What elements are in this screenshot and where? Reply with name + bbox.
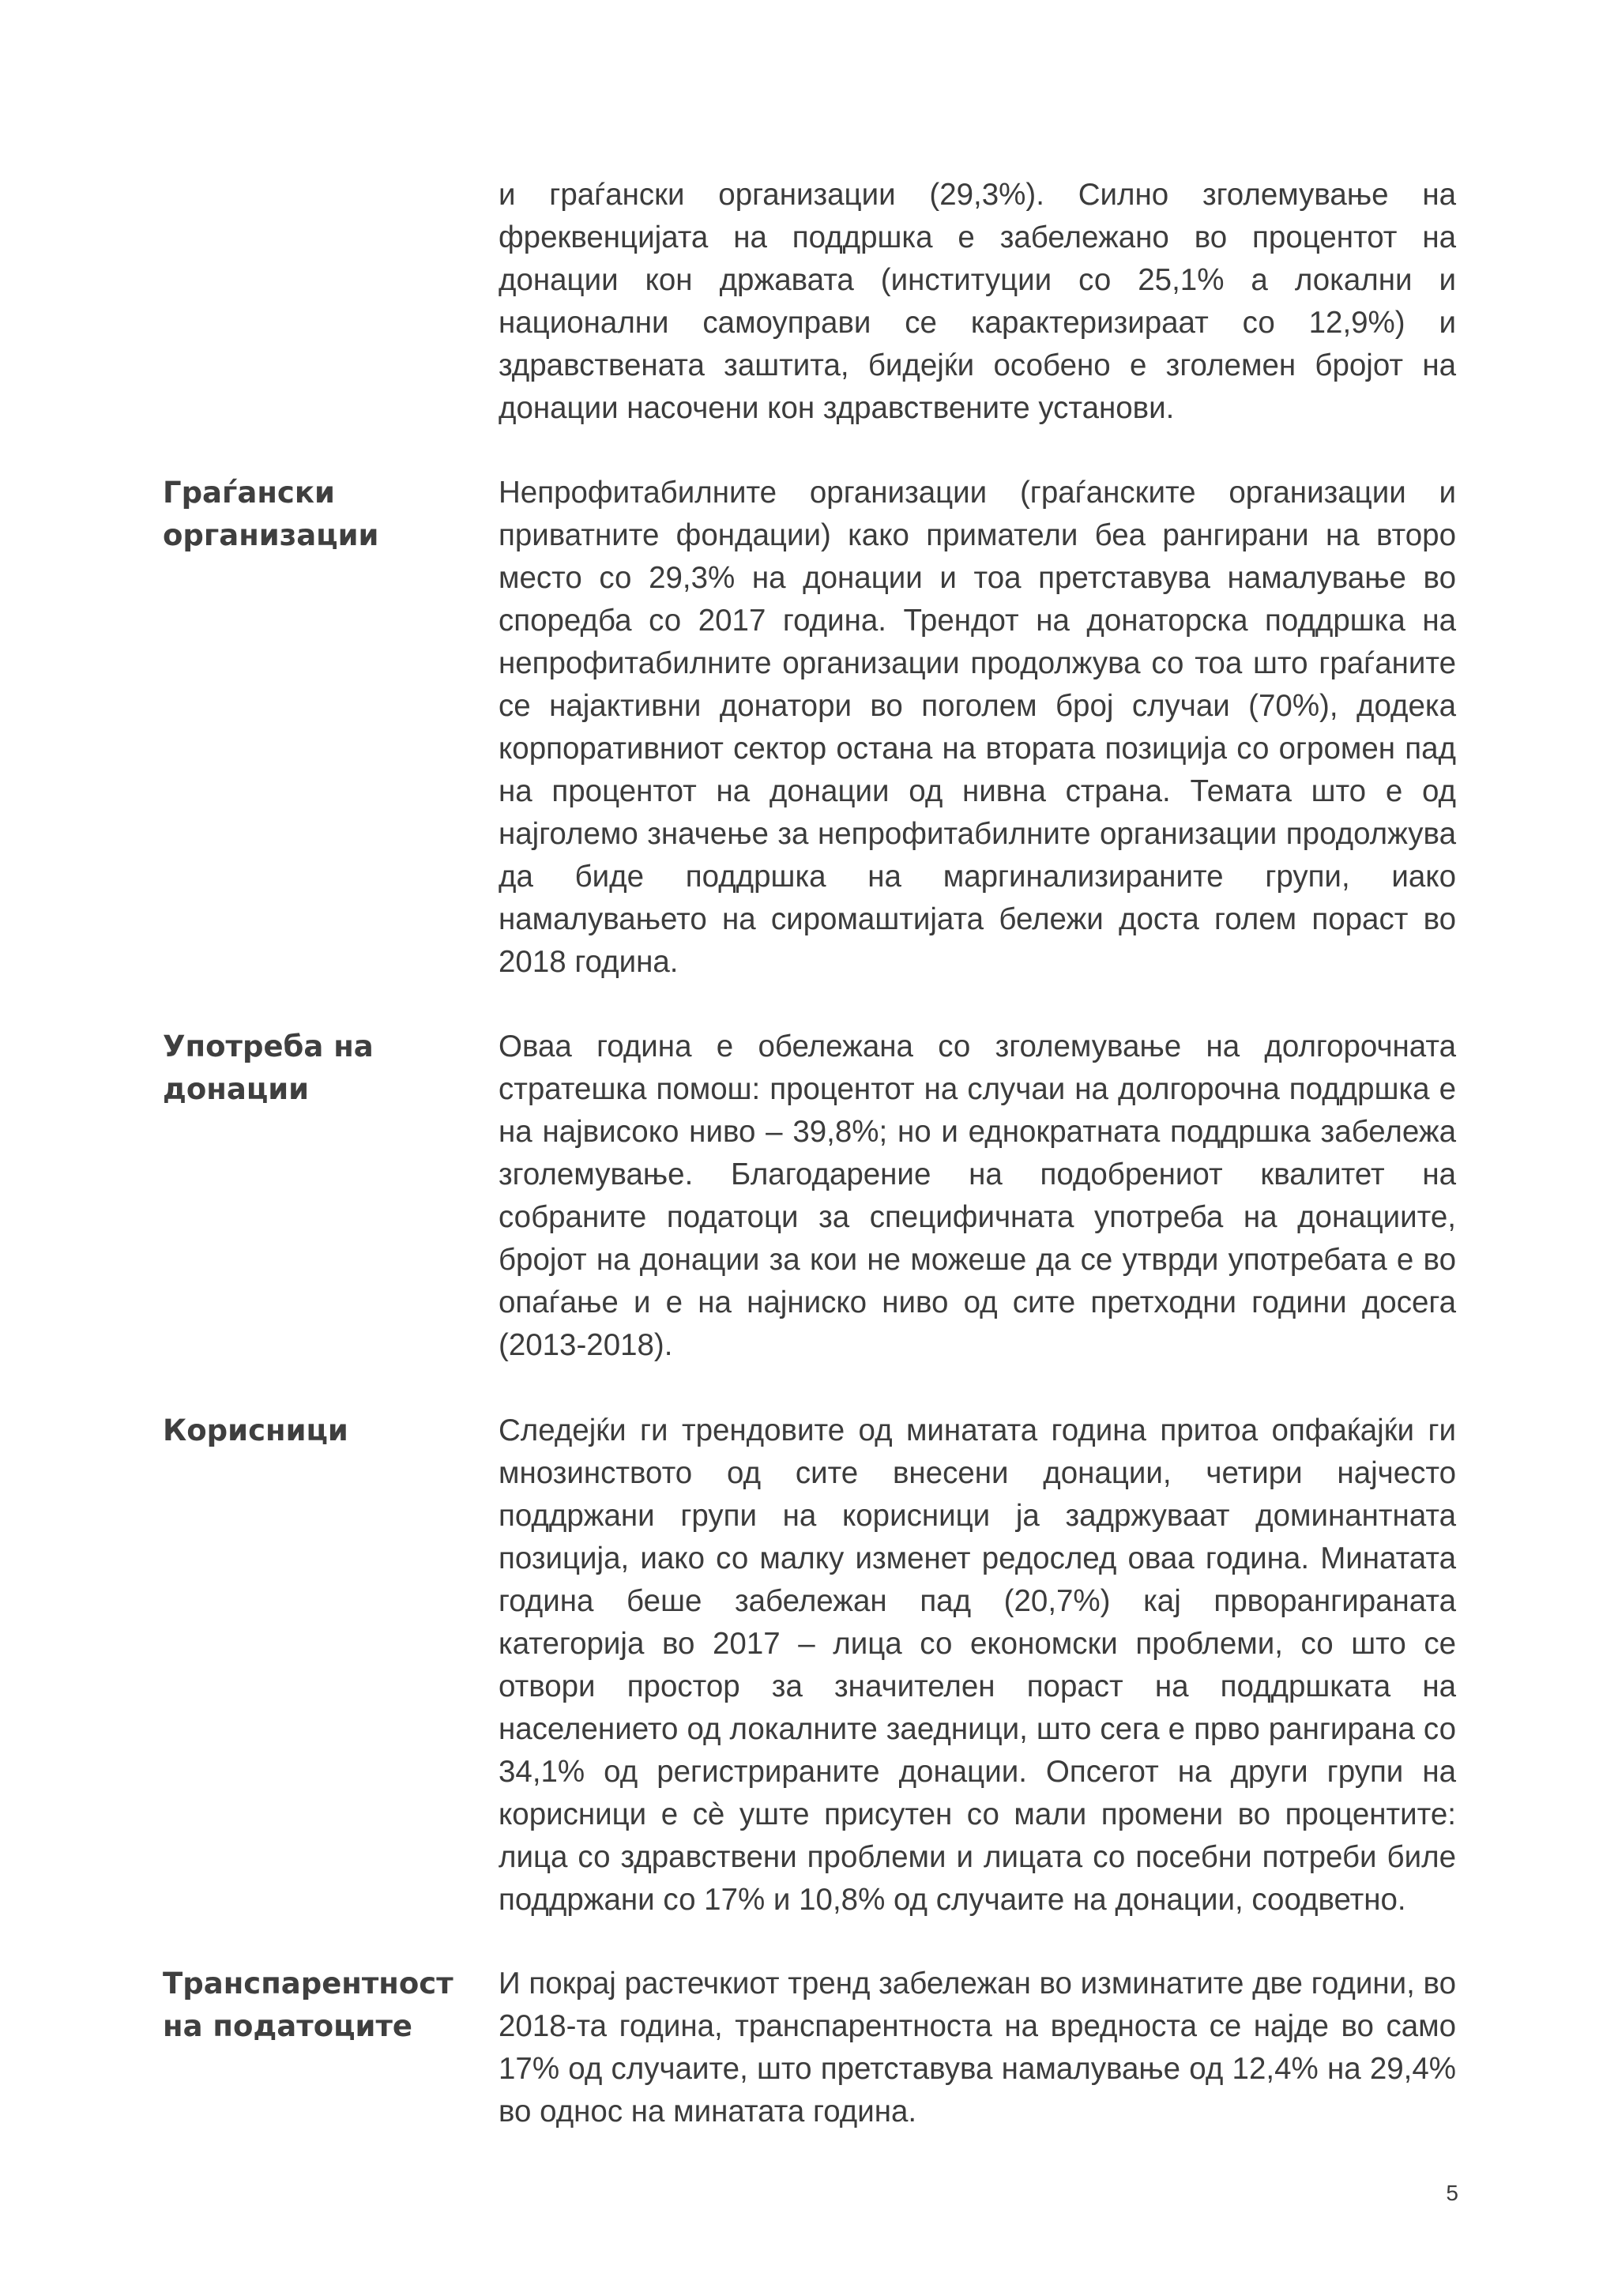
section-heading: Транспарентност на податоците	[163, 1967, 453, 2043]
section-paragraph: Следејќи ги трендовите од минатата година притоа опфаќајќи ги мнозинството од сите внесени донации, четири најчесто поддржани групи на корисници ја задржуваат доминантната позиција, иако со малку изменет редослед оваа година. Минатата година беше забележан пад (20,7%) кај прворангираната категорија во 2017 – лица со економски проблеми, со што се отвори простор за значителен пораст на поддршката на населението од локалните заедници, што сега е прво рангирана со 34,1% од регистрираните донации. Опсегот на други групи на корисници е сè уште присутен со мали промени во процентите: лица со здравствени проблеми и лицата со посебни потреби биле поддржани со 17% и 10,8% од случаите на донации, соодветно.	[499, 1413, 1456, 1917]
section-heading: Граѓански организации	[163, 476, 379, 552]
intro-paragraph: и граѓански организации (29,3%). Силно зголемување на фреквенцијата на поддршка е забележано во процентот на донации кон државата (институции со 25,1% а локални и национални самоуправи се карактеризираат со 12,9%) и здравствената заштита, бидејќи особено е зголемен бројот на донации насочени кон здравствените установи.	[499, 178, 1456, 425]
section-heading: Употреба на донации	[163, 1029, 374, 1106]
section-paragraph: И покрај растечкиот тренд забележан во изминатите две години, во 2018-та година, транспарентноста на вредноста се најде во само 17% од случаите, што претставува намалување од 12,4% на 29,4% во однос на минатата година.	[499, 1967, 1456, 2129]
section-paragraph: Оваа година е обележана со зголемување на долгорочната стратешка помош: процентот на случаи на долгорочна поддршка е на највисоко ниво – 39,8%; но и еднократната поддршка забележа зголемување. Благодарение на подобрениот квалитет на собраните податоци за специфичната употреба на донациите, бројот на донации за кои не можеше да се утврди употребата е во опаѓање и е на најниско ниво од сите претходни години досега (2013-2018).	[499, 1029, 1456, 1362]
page-number: 5	[1446, 2181, 1458, 2205]
section-paragraph: Непрофитабилните организации (граѓанските организации и приватните фондации) како приматели беа рангирани на второ место со 29,3% на донации и тоа претставува намалување во споредба со 2017 година. Трендот на донаторска поддршка на непрофитабилните организации продолжува со тоа што граѓаните се најактивни донатори во поголем број случаи (70%), додека корпоративниот сектор остана на втората позиција со огромен пад на процентот на донации од нивна страна. Темата што е од најголемо значење за непрофитабилните организации продолжува да биде поддршка на маргинализираните групи, иако намалувањето на сиромаштијата бележи доста голем пораст во 2018 година.	[499, 476, 1456, 979]
section-heading: Корисници	[163, 1413, 348, 1447]
